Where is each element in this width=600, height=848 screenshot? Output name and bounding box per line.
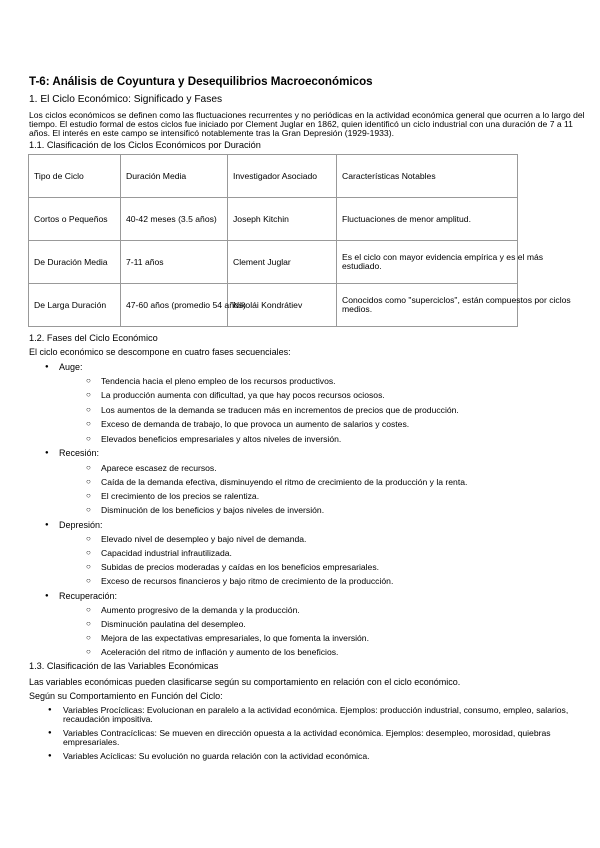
table-cell bbox=[337, 284, 571, 327]
table-cell: Nikolái Kondrátiev bbox=[228, 284, 337, 327]
phase-auge bbox=[51, 362, 83, 372]
list-item bbox=[48, 706, 593, 726]
phase-recuperacion bbox=[51, 591, 117, 601]
circle-bullet-icon: ○ bbox=[86, 534, 91, 543]
list-item-text: La producción aumenta con dificultad, ya que hay pocos recursos ociosos. bbox=[101, 390, 385, 400]
table-cell-text: Conocidos como "superciclos", están compuestos por ciclos medios. bbox=[342, 295, 571, 314]
table-cell: 7-11 años bbox=[121, 241, 228, 284]
table-cell: Cortos o Pequeños bbox=[29, 198, 121, 241]
table-row bbox=[29, 284, 518, 327]
circle-bullet-icon: ○ bbox=[86, 619, 91, 628]
section-heading-1: 1. El Ciclo Económico: Significado y Fases bbox=[29, 94, 223, 105]
circle-bullet-icon: ○ bbox=[86, 647, 91, 656]
table-cell: De Duración Media bbox=[29, 241, 121, 284]
circle-bullet-icon: ○ bbox=[86, 505, 91, 514]
bullet-icon: ● bbox=[48, 707, 52, 713]
table-cell: De Larga Duración bbox=[29, 284, 121, 327]
variables-heading: Según su Comportamiento en Función del Ciclo: bbox=[29, 691, 223, 701]
table-header-cell: Tipo de Ciclo bbox=[29, 155, 121, 198]
list-item-text: Disminución de los beneficios y bajos niveles de inversión. bbox=[101, 505, 325, 515]
variables-intro: Las variables económicas pueden clasificarse según su comportamiento en relación con el ciclo económico. bbox=[29, 677, 461, 687]
circle-bullet-icon: ○ bbox=[86, 633, 91, 642]
circle-bullet-icon: ○ bbox=[86, 405, 91, 414]
bullet-icon: ● bbox=[48, 730, 52, 736]
list-item-text: Mejora de las expectativas empresariales, lo que fomenta la inversión. bbox=[101, 633, 369, 643]
list-item bbox=[48, 752, 593, 762]
intro-paragraph: Los ciclos económicos se definen como las fluctuaciones recurrentes y no periódicas en la actividad económica general que ocurren a lo largo del tiempo. El estudio formal de estos ciclos fue iniciado por Clement Juglar en 1862, quien identificó un ciclo industrial con una duración de 7 a 11 años. El interés en este campo se intensificó notablemente tras la Gran Depresión (1929-1933). bbox=[29, 110, 585, 138]
table-cell-text: Es el ciclo con mayor evidencia empírica y es el más estudiado. bbox=[342, 252, 544, 271]
list-item-text: Variables Procíclicas: Evolucionan en paralelo a la actividad económica. Ejemplos: producción industrial, consumo, empleo, salarios, recaudación impositiva. bbox=[63, 705, 569, 724]
table-row bbox=[29, 198, 518, 241]
table-cell: Clement Juglar bbox=[228, 241, 337, 284]
phases-intro: El ciclo económico se descompone en cuatro fases secuenciales: bbox=[29, 347, 291, 357]
circle-bullet-icon: ○ bbox=[86, 477, 91, 486]
list-item-text: Exceso de recursos financieros y bajo ritmo de crecimiento de la producción. bbox=[101, 576, 394, 586]
subsection-heading-1-2: 1.2. Fases del Ciclo Económico bbox=[29, 333, 158, 343]
list-item-text: Subidas de precios moderadas y caídas en los beneficios empresariales. bbox=[101, 562, 380, 572]
circle-bullet-icon: ○ bbox=[86, 548, 91, 557]
list-item-text: Tendencia hacia el pleno empleo de los recursos productivos. bbox=[101, 376, 336, 386]
list-item bbox=[48, 729, 593, 749]
list-item-text: Variables Acíclicas: Su evolución no guarda relación con la actividad económica. bbox=[63, 751, 370, 761]
table-cell: 40-42 meses (3.5 años) bbox=[121, 198, 228, 241]
bullet-icon: ● bbox=[48, 753, 52, 759]
circle-bullet-icon: ○ bbox=[86, 562, 91, 571]
document-title: T-6: Análisis de Coyuntura y Desequilibrios Macroeconómicos bbox=[29, 75, 373, 88]
list-item-text: Aceleración del ritmo de inflación y aumento de los beneficios. bbox=[101, 647, 339, 657]
list-item-text: Caída de la demanda efectiva, disminuyendo el ritmo de crecimiento de la producción y la renta. bbox=[101, 477, 468, 487]
list-item-text: Capacidad industrial infrautilizada. bbox=[101, 548, 232, 558]
list-item-text: Los aumentos de la demanda se traducen más en incrementos de precios que de producción. bbox=[101, 405, 459, 415]
phase-depresion bbox=[51, 520, 103, 530]
table-header-cell: Características Notables bbox=[337, 155, 518, 198]
circle-bullet-icon: ○ bbox=[86, 576, 91, 585]
phase-label: Depresión: bbox=[59, 520, 103, 530]
phase-label: Recuperación: bbox=[59, 591, 118, 601]
table-cell bbox=[337, 241, 544, 284]
cycles-table-container bbox=[28, 154, 571, 328]
table-header-row bbox=[29, 155, 518, 198]
circle-bullet-icon: ○ bbox=[86, 491, 91, 500]
circle-bullet-icon: ○ bbox=[86, 419, 91, 428]
table-cell: 47-60 años (promedio 54 años) bbox=[121, 284, 228, 327]
phase-label: Recesión: bbox=[59, 448, 100, 458]
table-row bbox=[29, 241, 518, 284]
cycles-table bbox=[28, 154, 571, 327]
table-header-cell: Duración Media bbox=[121, 155, 228, 198]
table-header-cell: Investigador Asociado bbox=[228, 155, 337, 198]
list-item-text: Elevados beneficios empresariales y altos niveles de inversión. bbox=[101, 434, 342, 444]
circle-bullet-icon: ○ bbox=[86, 463, 91, 472]
circle-bullet-icon: ○ bbox=[86, 605, 91, 614]
phase-label: Auge: bbox=[59, 362, 83, 372]
table-cell: Joseph Kitchin bbox=[228, 198, 337, 241]
list-item-text: Variables Contracíclicas: Se mueven en dirección opuesta a la actividad económica. Ejemplos: desempleo, morosidad, quiebras empresariales. bbox=[63, 728, 551, 747]
circle-bullet-icon: ○ bbox=[86, 390, 91, 399]
circle-bullet-icon: ○ bbox=[86, 434, 91, 443]
list-item-text: Aparece escasez de recursos. bbox=[101, 463, 217, 473]
list-item-text: El crecimiento de los precios se ralentiza. bbox=[101, 491, 260, 501]
list-item-text: Disminución paulatina del desempleo. bbox=[101, 619, 246, 629]
table-cell: Fluctuaciones de menor amplitud. bbox=[337, 198, 518, 241]
list-item-text: Aumento progresivo de la demanda y la producción. bbox=[101, 605, 300, 615]
circle-bullet-icon: ○ bbox=[86, 376, 91, 385]
list-item-text: Elevado nivel de desempleo y bajo nivel de demanda. bbox=[101, 534, 307, 544]
subsection-heading-1-1: 1.1. Clasificación de los Ciclos Económicos por Duración bbox=[29, 140, 261, 150]
list-item-text: Exceso de demanda de trabajo, lo que provoca un aumento de salarios y costes. bbox=[101, 419, 410, 429]
phase-recesion bbox=[51, 448, 99, 458]
subsection-heading-1-3: 1.3. Clasificación de las Variables Económicas bbox=[29, 661, 219, 671]
